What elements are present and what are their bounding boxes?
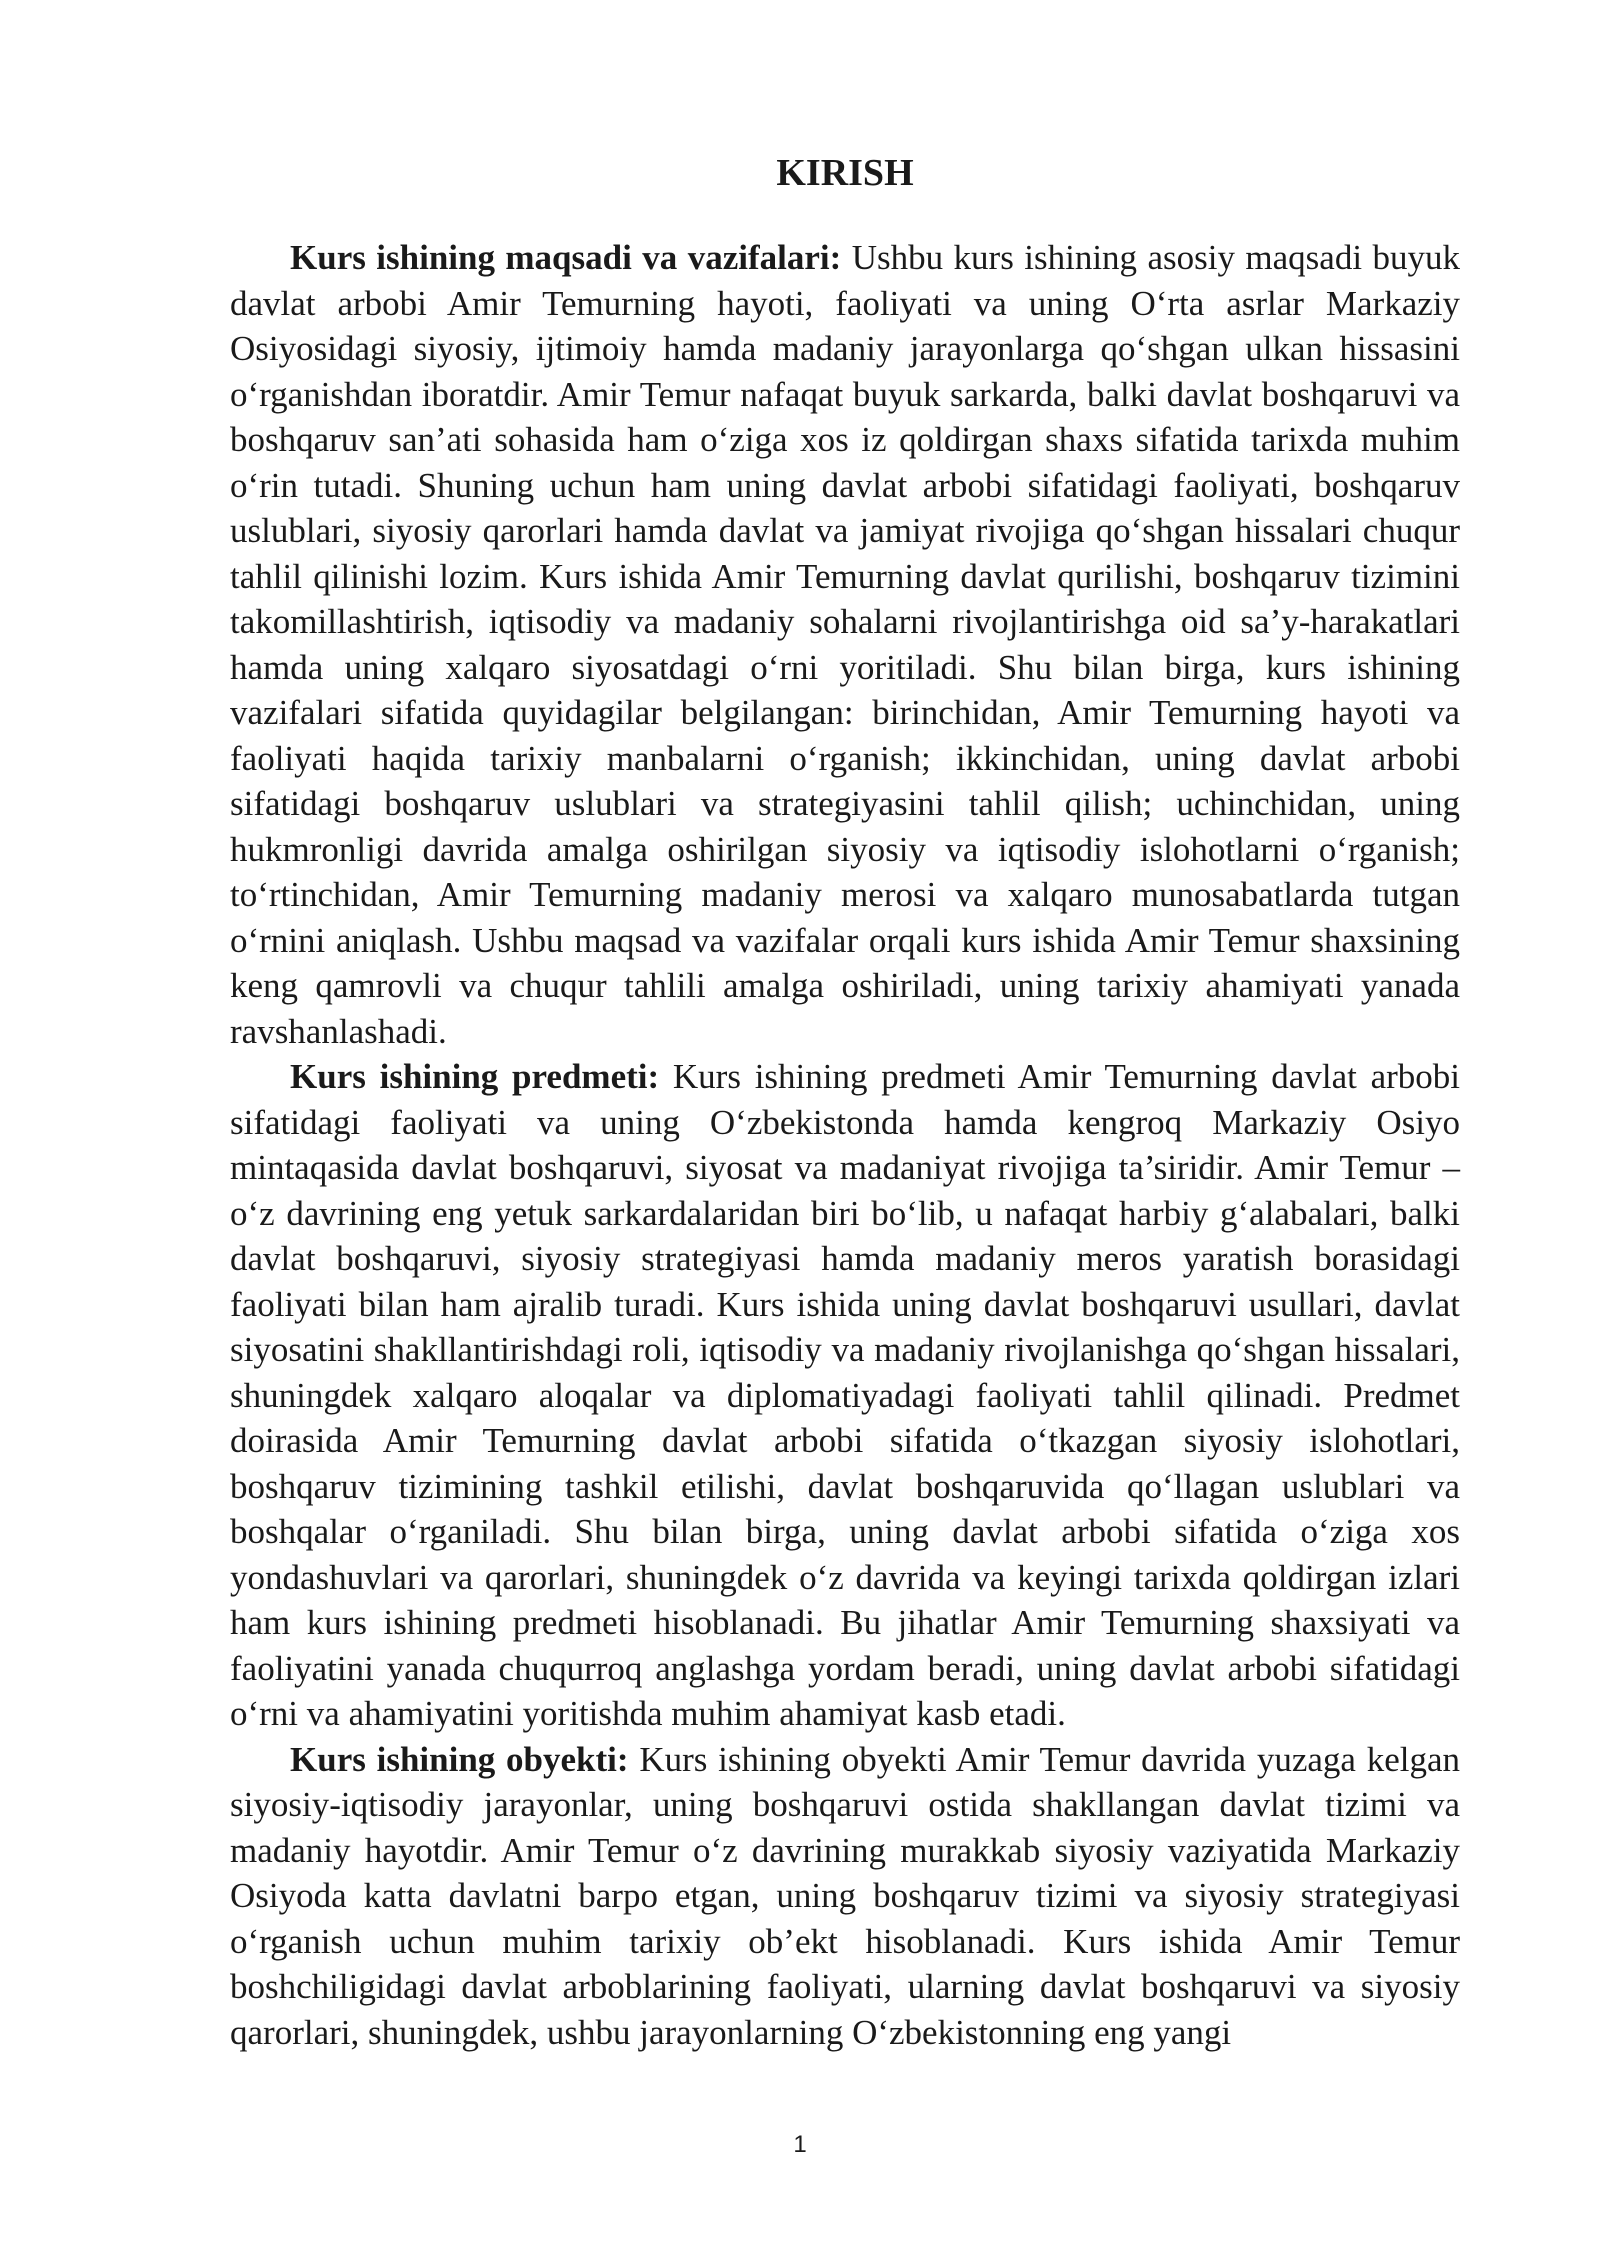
paragraph-text: Ushbu kurs ishining asosiy maqsadi buyuk davlat arbobi Amir Temurning hayoti, faoliyati va uning O‘rta asrlar Markaziy Osiyosidagi siyosiy, ijtimoiy hamda madaniy jarayonlarga qo‘shgan ulkan hissasini o‘rganishdan iboratdir. Amir Temur nafaqat buyuk sarkarda, balki davlat boshqaruvi va boshqaruv san’ati sohasida ham o‘ziga xos iz qoldirgan shaxs sifatida tarixda muhim o‘rin tutadi. Shuning uchun ham uning davlat arbobi sifatidagi faoliyati, boshqaruv uslublari, siyosiy qarorlari hamda davlat va jamiyat rivojiga qo‘shgan hissalari chuqur tahlil qilinishi lozim. Kurs ishida Amir Temurning davlat qurilishi, boshqaruv tizimini takomillashtirish, iqtisodiy va madaniy sohalarni rivojlantirishga oid sa’y-harakatlari hamda uning xalqaro siyosatdagi o‘rni yoritiladi. Shu bilan birga, kurs ishining vazifalari sifatida quyidagilar belgilangan: birinchidan, Amir Temurning hayoti va faoliyati haqida tarixiy manbalarni o‘rganish; ikkinchidan, uning davlat arbobi sifatidagi boshqaruv uslublari va strategiyasini tahlil qilish; uchinchidan, uning hukmronligi davrida amalga oshirilgan siyosiy va iqtisodiy islohotlarni o‘rganish; to‘rtinchidan, Amir Temurning madaniy merosi va xalqaro munosabatlarda tutgan o‘rnini aniqlash. Ushbu maqsad va vazifalar orqali kurs ishida Amir Temur shaxsining keng qamrovli va chuqur tahlili amalga oshiriladi, uning tarixiy ahamiyati yanada ravshanlashadi. <box>230 238 1460 1051</box>
paragraph-text: Kurs ishining obyekti Amir Temur davrida yuzaga kelgan siyosiy-iqtisodiy jarayonlar, uning boshqaruvi ostida shakllangan davlat tizimi va madaniy hayotdir. Amir Temur o‘z davrining murakkab siyosiy vaziyatida Markaziy Osiyoda katta davlatni barpo etgan, uning boshqaruv tizimi va siyosiy strategiyasi o‘rganish uchun muhim tarixiy ob’ekt hisoblanadi. Kurs ishida Amir Temur boshchiligidagi davlat arboblarining faoliyati, ularning davlat boshqaruvi va siyosiy qarorlari, shuningdek, ushbu jarayonlarning O‘zbekistonning eng yangi <box>230 1739 1460 2052</box>
paragraph-text: Kurs ishining predmeti Amir Temurning davlat arbobi sifatidagi faoliyati va uning O‘zbekistonda hamda kengroq Markaziy Osiyo mintaqasida davlat boshqaruvi, siyosat va madaniyat rivojiga ta’siridir. Amir Temur – o‘z davrining eng yetuk sarkardalaridan biri bo‘lib, u nafaqat harbiy g‘alabalari, balki davlat boshqaruvi, siyosiy strategiyasi hamda madaniy meros yaratish borasidagi faoliyati bilan ham ajralib turadi. Kurs ishida uning davlat boshqaruvi usullari, davlat siyosatini shakllantirishdagi roli, iqtisodiy va madaniy rivojlanishga qo‘shgan hissalari, shuningdek xalqaro aloqalar va diplomatiyadagi faoliyati tahlil qilinadi. Predmet doirasida Amir Temurning davlat arbobi sifatida o‘tkazgan siyosiy islohotlari, boshqaruv tizimining tashkil etilishi, davlat boshqaruvida qo‘llagan uslublari va boshqalar o‘rganiladi. Shu bilan birga, uning davlat arbobi sifatida o‘ziga xos yondashuvlari va qarorlari, shuningdek o‘z davrida va keyingi tarixda qoldirgan izlari ham kurs ishining predmeti hisoblanadi. Bu jihatlar Amir Temurning shaxsiyati va faoliyatini yanada chuqurroq anglashga yordam beradi, uning davlat arbobi sifatidagi o‘rni va ahamiyatini yoritishda muhim ahamiyat kasb etadi. <box>230 1057 1460 1733</box>
page-number: 1 <box>793 2131 807 2158</box>
paragraph-heading: Kurs ishining maqsadi va vazifalari: <box>290 238 842 277</box>
paragraph-predmet <box>230 1054 1460 1737</box>
page-title: KIRISH <box>776 152 914 194</box>
paragraph-heading: Kurs ishining predmeti: <box>290 1057 660 1096</box>
paragraph-heading: Kurs ishining obyekti: <box>290 1739 629 1779</box>
paragraph-maqsad-vazifalar <box>230 235 1460 1054</box>
paragraph-obyekt <box>230 1737 1460 2056</box>
document-body <box>230 235 1460 2055</box>
